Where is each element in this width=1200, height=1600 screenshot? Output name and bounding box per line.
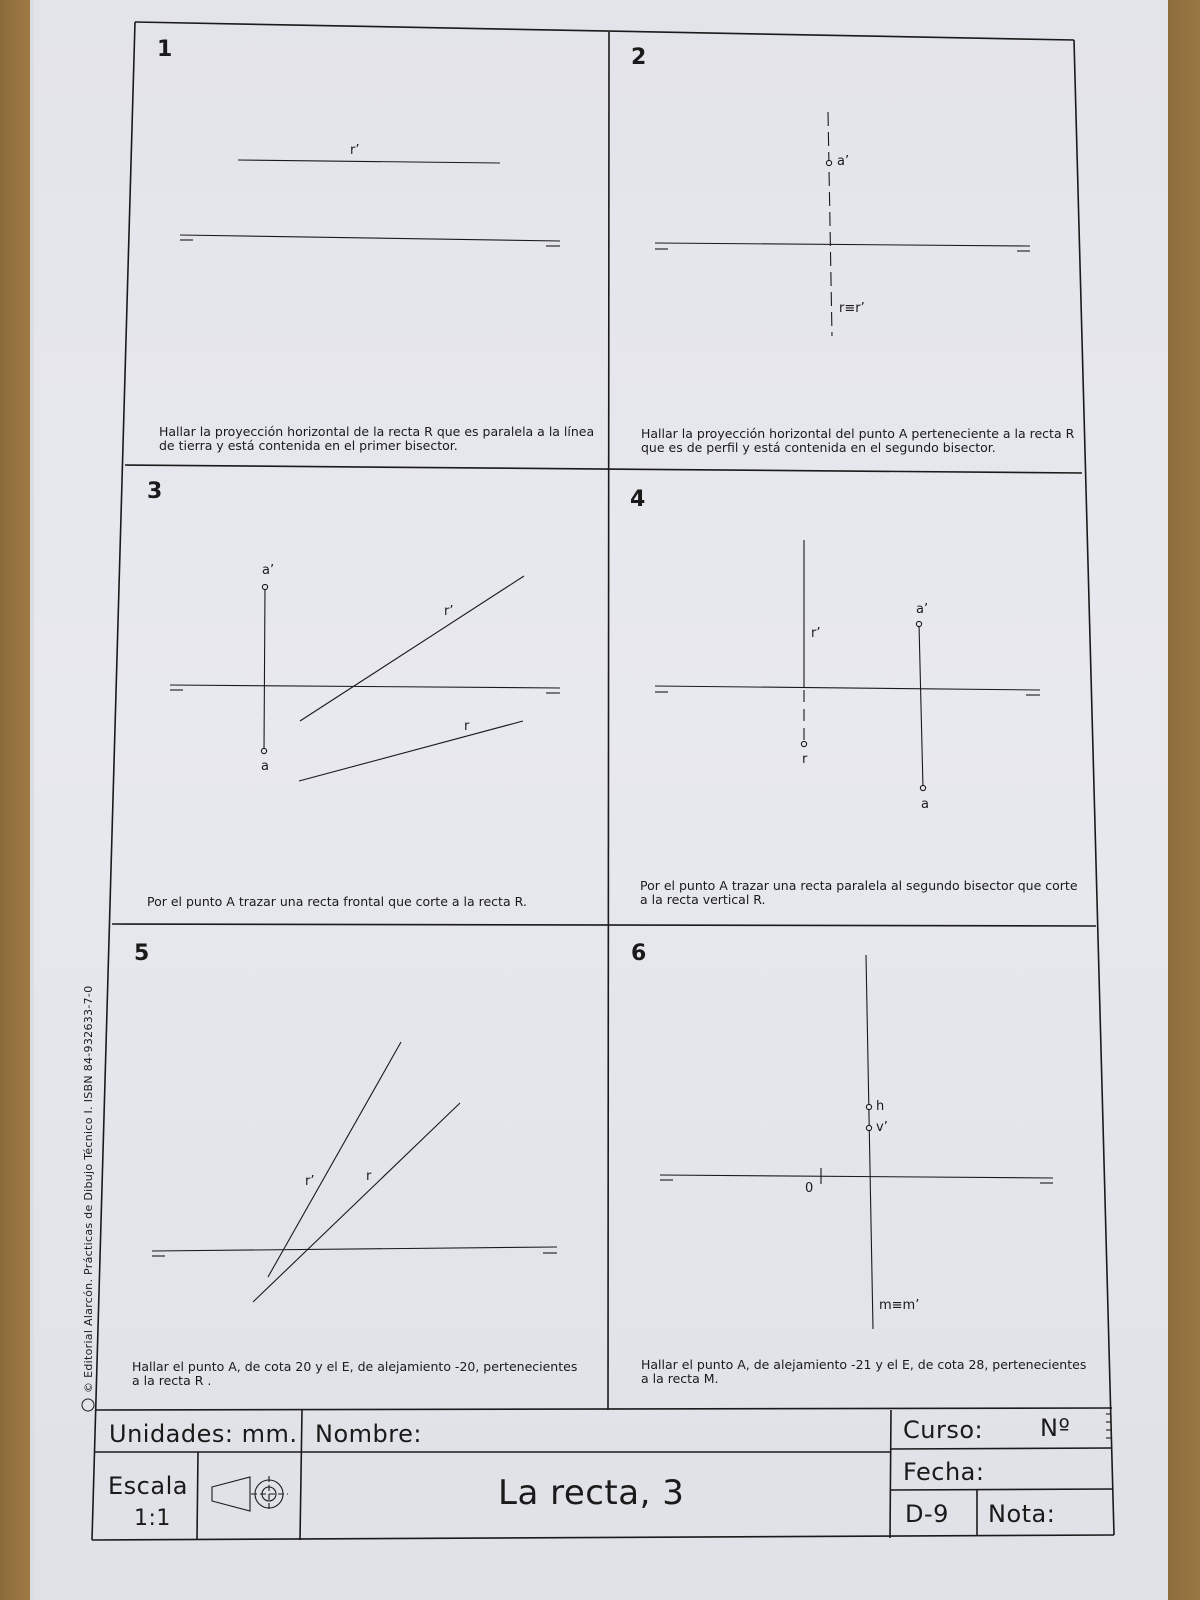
ex3-label-a: a	[261, 759, 269, 774]
exercise-1-statement	[159, 425, 594, 453]
ex4-label-a: a	[921, 797, 929, 812]
exercise-3-statement-line1: Por el punto A trazar una recta frontal que corte a la recta R.	[147, 894, 527, 909]
exercise-6-statement-line2: a la recta M.	[641, 1371, 719, 1386]
exercise-5-number: 5	[134, 941, 150, 966]
ex6-label-m-mprime: m≡m’	[879, 1298, 920, 1313]
ex6-label-h: h	[876, 1099, 885, 1114]
exercise-6-statement-line1: Hallar el punto A, de alejamiento -21 y el E, de cota 28, pertenecientes	[641, 1357, 1087, 1372]
ex6-label-v-prime: v’	[876, 1120, 888, 1135]
exercise-1-statement-line1: Hallar la proyección horizontal de la recta R que es paralela a la línea	[159, 424, 595, 439]
ex1-label-r-prime: r’	[350, 143, 360, 158]
scale-label: Escala	[108, 1472, 188, 1500]
sheet-code: D-9	[905, 1500, 949, 1528]
exercise-4-statement-line1: Por el punto A trazar una recta paralela al segundo bisector que corte	[640, 878, 1078, 893]
ex4-label-r-prime: r’	[811, 626, 821, 641]
ex3-label-r-prime: r’	[444, 604, 454, 619]
side-credit: © Editorial Alarcón. Prácticas de Dibujo Técnico I. ISBN 84-932633-7-0	[82, 985, 95, 1393]
number-label: Nº	[1040, 1414, 1071, 1442]
date-label: Fecha:	[903, 1458, 985, 1486]
ex6-label-origin: 0	[805, 1181, 814, 1196]
ex2-label-r-rprime: r≡r’	[839, 301, 865, 316]
ex4-label-r: r	[802, 752, 808, 767]
ex5-label-r-prime: r’	[305, 1174, 315, 1189]
ex5-label-r: r	[366, 1169, 372, 1184]
exercise-4-number: 4	[630, 487, 646, 512]
exercise-4-statement-line2: a la recta vertical R.	[640, 892, 766, 907]
name-label: Nombre:	[315, 1420, 422, 1448]
exercise-6-statement	[641, 1358, 1086, 1386]
exercise-5-statement-line2: a la recta R .	[132, 1373, 212, 1388]
exercise-3-statement	[147, 895, 527, 909]
exercise-4-statement	[640, 879, 1078, 907]
exercise-1-statement-line2: de tierra y está contenida en el primer bisector.	[159, 438, 458, 453]
first-angle-projection-icon	[205, 1472, 295, 1516]
exercise-2-statement	[641, 427, 1074, 455]
ex3-label-a-prime: a’	[262, 563, 275, 578]
exercise-1-number: 1	[157, 37, 173, 62]
exercise-2-statement-line2: que es de perfil y está contenida en el segundo bisector.	[641, 440, 996, 455]
ex4-label-a-prime: a’	[916, 602, 929, 617]
units-label: Unidades: mm.	[109, 1420, 298, 1448]
sheet-title: La recta, 3	[498, 1473, 685, 1513]
exercise-2-number: 2	[631, 45, 647, 70]
exercise-6-number: 6	[631, 941, 647, 966]
course-label: Curso:	[903, 1416, 984, 1444]
exercise-3-number: 3	[147, 479, 163, 504]
exercise-5-statement	[132, 1360, 577, 1388]
exercise-5-statement-line1: Hallar el punto A, de cota 20 y el E, de alejamiento -20, pertenecientes	[132, 1359, 578, 1374]
exercise-2-statement-line1: Hallar la proyección horizontal del punto A perteneciente a la recta R	[641, 426, 1075, 441]
grade-label: Nota:	[988, 1500, 1056, 1528]
ex2-label-a-prime: a’	[837, 154, 850, 169]
ex3-label-r: r	[464, 719, 470, 734]
scale-value: 1:1	[134, 1506, 171, 1531]
